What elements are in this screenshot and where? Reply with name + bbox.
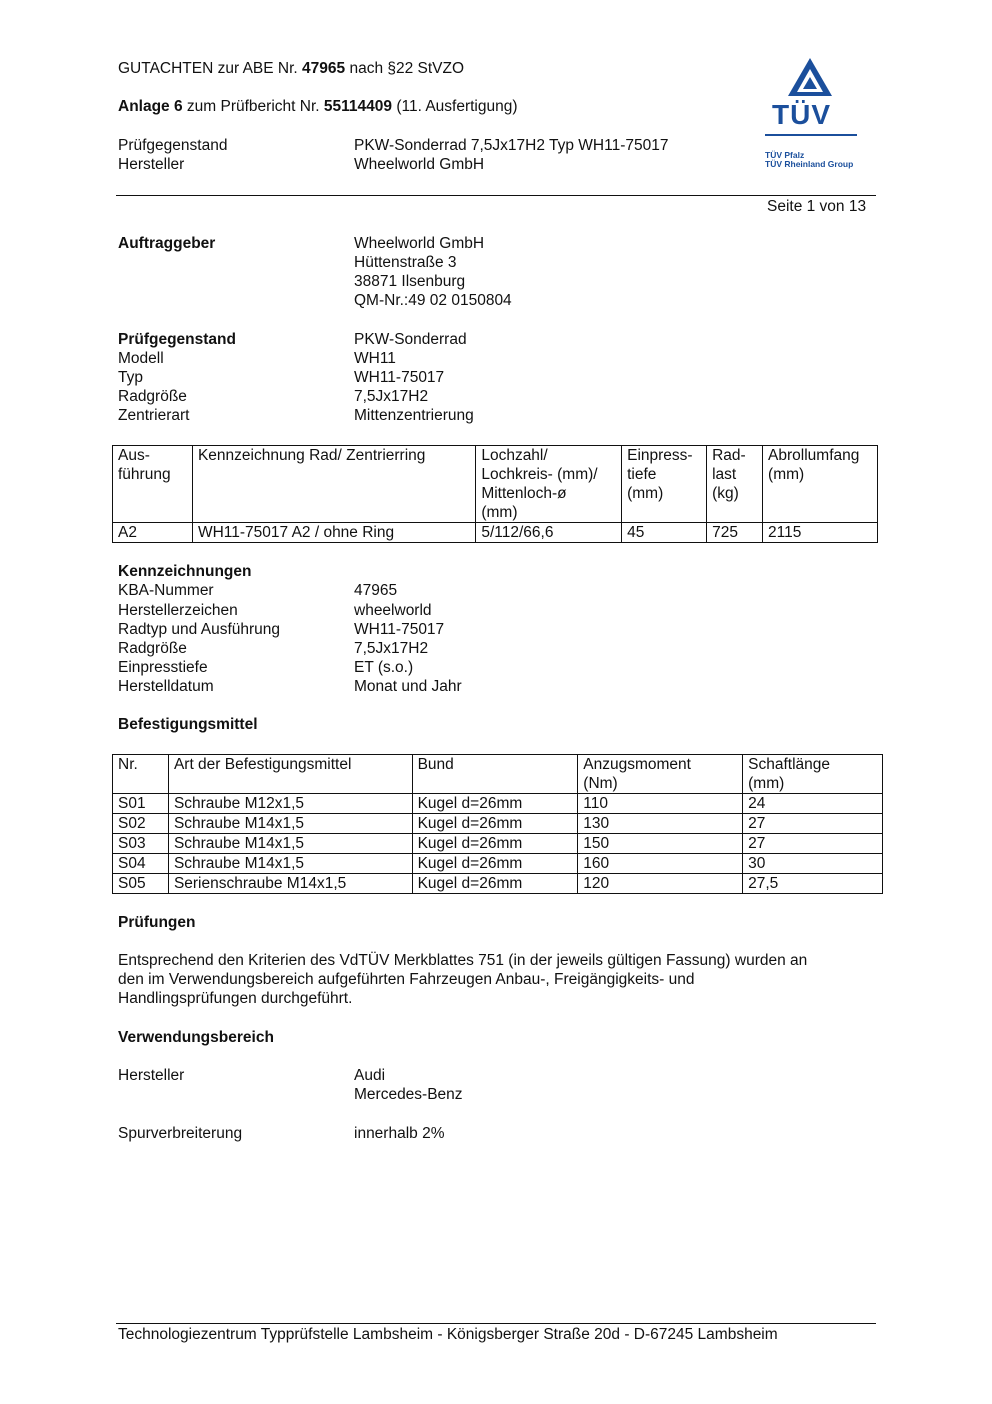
- spurverbreiterung-value: innerhalb 2%: [354, 1125, 445, 1142]
- table-cell: 27: [743, 814, 883, 834]
- header-hersteller-label: Hersteller: [118, 156, 185, 173]
- table-cell: 120: [578, 874, 743, 894]
- verwendung-hersteller-row: [118, 1066, 878, 1106]
- typ-row: [118, 368, 878, 387]
- tuev-logo: [762, 56, 862, 172]
- table-cell: 725: [707, 523, 763, 543]
- tuev-brand: TÜV: [772, 99, 831, 130]
- auftraggeber-block: [118, 234, 878, 314]
- table-cell: Schraube M12x1,5: [168, 794, 412, 814]
- kennzeichnung-row: [118, 639, 878, 658]
- table-cell: Kugel d=26mm: [412, 854, 578, 874]
- field-label: Radgröße: [118, 388, 187, 405]
- auftraggeber-name: Wheelworld GmbH: [354, 235, 485, 252]
- table-header-cell: Kennzeichnung Rad/ Zentrierring: [192, 446, 475, 523]
- field-value: ET (s.o.): [354, 659, 414, 676]
- field-label: Herstellerzeichen: [118, 602, 238, 619]
- field-label: Modell: [118, 350, 164, 367]
- table-cell: 27,5: [743, 874, 883, 894]
- abe-number: 47965: [302, 60, 346, 77]
- kennzeichnung-row: [118, 658, 878, 677]
- auftraggeber-street: Hüttenstraße 3: [354, 254, 457, 271]
- table-cell: 130: [578, 814, 743, 834]
- auftraggeber-label: Auftraggeber: [118, 235, 216, 252]
- table-row: [113, 854, 883, 874]
- table-header-cell: Lochzahl/ Lochkreis- (mm)/ Mittenloch-ø (mm): [476, 446, 622, 523]
- table-cell: Schraube M14x1,5: [168, 854, 412, 874]
- pruefgegenstand-label: Prüfgegenstand: [118, 331, 236, 348]
- table-header-cell: Rad- last (kg): [707, 446, 763, 523]
- header-divider: [116, 195, 876, 196]
- zentrierart-row: [118, 406, 878, 425]
- table-cell: 30: [743, 854, 883, 874]
- table-header-cell: Art der Befestigungsmittel: [168, 755, 412, 794]
- verwendung-hersteller-label: Hersteller: [118, 1067, 185, 1084]
- table-cell: S04: [113, 854, 169, 874]
- tuev-pfalz: TÜV Pfalz: [765, 150, 805, 160]
- tuev-rheinland: TÜV Rheinland Group: [765, 159, 854, 169]
- field-label: Radgröße: [118, 640, 187, 657]
- table-cell: Schraube M14x1,5: [168, 814, 412, 834]
- table-cell: 24: [743, 794, 883, 814]
- field-value: 47965: [354, 582, 398, 599]
- radgroesse-row: [118, 387, 878, 406]
- table-cell: Kugel d=26mm: [412, 814, 578, 834]
- table-cell: Kugel d=26mm: [412, 874, 578, 894]
- field-label: Einpresstiefe: [118, 659, 208, 676]
- header-hersteller-value: Wheelworld GmbH: [354, 156, 485, 173]
- paragraph-line: den im Verwendungsbereich aufgeführten Fahrzeugen Anbau-, Freigängigkeits- und: [118, 971, 695, 988]
- field-value: 7,5Jx17H2: [354, 388, 429, 405]
- kennzeichnung-row: [118, 620, 878, 639]
- table-cell: 2115: [763, 523, 878, 543]
- table-cell: 160: [578, 854, 743, 874]
- table-header-cell: Aus- führung: [113, 446, 193, 523]
- kennzeichnungen-title: Kennzeichnungen: [118, 563, 252, 580]
- table-row: [113, 814, 883, 834]
- table-row: [113, 523, 878, 543]
- field-label: Typ: [118, 369, 143, 386]
- footer-divider: [116, 1323, 876, 1324]
- table-cell: A2: [113, 523, 193, 543]
- header-title-suffix: nach §22 StVZO: [349, 60, 465, 77]
- auftraggeber-city: 38871 Ilsenburg: [354, 273, 466, 290]
- kennzeichnung-row: [118, 581, 878, 600]
- table-cell: S02: [113, 814, 169, 834]
- table-cell: 45: [622, 523, 707, 543]
- table-cell: Kugel d=26mm: [412, 794, 578, 814]
- table-cell: 5/112/66,6: [476, 523, 622, 543]
- auftraggeber-qm: QM-Nr.:49 02 0150804: [354, 292, 512, 309]
- table-cell: WH11-75017 A2 / ohne Ring: [192, 523, 475, 543]
- header-pruefgegenstand-value: PKW-Sonderrad 7,5Jx17H2 Typ WH11-75017: [354, 137, 669, 154]
- anlage-line: [118, 97, 518, 116]
- befestigung-title: Befestigungsmittel: [118, 716, 258, 733]
- paragraph-line: Handlingsprüfungen durchgeführt.: [118, 990, 353, 1007]
- header-title-prefix: GUTACHTEN zur ABE Nr.: [118, 60, 298, 77]
- spurverbreiterung-row: [118, 1124, 878, 1143]
- pruefgegenstand-value: PKW-Sonderrad: [354, 331, 467, 348]
- vehicle-manufacturer: Audi: [354, 1067, 386, 1084]
- field-label: Herstelldatum: [118, 678, 214, 695]
- paragraph-line: Entsprechend den Kriterien des VdTÜV Merkblattes 751 (in der jeweils gültigen Fassung) wurden an: [118, 952, 808, 969]
- pruefungen-paragraph: [118, 951, 878, 1008]
- vehicle-manufacturer: Mercedes-Benz: [354, 1086, 463, 1103]
- table-cell: S03: [113, 834, 169, 854]
- table-cell: S05: [113, 874, 169, 894]
- table-header-cell: Nr.: [113, 755, 169, 794]
- ausfertigung: (11. Ausfertigung): [396, 98, 518, 115]
- table-row: [113, 794, 883, 814]
- table-cell: 110: [578, 794, 743, 814]
- table-cell: Kugel d=26mm: [412, 834, 578, 854]
- table-header-row: [113, 446, 878, 523]
- befestigung-table: [112, 754, 883, 894]
- header-title: [118, 59, 464, 78]
- pruefgegenstand-row: [118, 330, 878, 349]
- field-label: Zentrierart: [118, 407, 190, 424]
- pruefungen-title: Prüfungen: [118, 914, 196, 931]
- table-cell: 27: [743, 834, 883, 854]
- field-value: WH11-75017: [354, 369, 445, 386]
- table-header-cell: Anzugsmoment (Nm): [578, 755, 743, 794]
- modell-row: [118, 349, 878, 368]
- anlage-label: Anlage 6: [118, 98, 183, 115]
- field-label: Radtyp und Ausführung: [118, 621, 281, 638]
- kennzeichnung-row: [118, 601, 878, 620]
- table-cell: 150: [578, 834, 743, 854]
- table-header-cell: Abrollumfang (mm): [763, 446, 878, 523]
- verwendungsbereich-title: Verwendungsbereich: [118, 1029, 274, 1046]
- table-header-cell: Einpress- tiefe (mm): [622, 446, 707, 523]
- spurverbreiterung-label: Spurverbreiterung: [118, 1125, 243, 1142]
- field-value: WH11: [354, 350, 396, 367]
- table-row: [113, 834, 883, 854]
- table-cell: Schraube M14x1,5: [168, 834, 412, 854]
- footer-address: Technologiezentrum Typprüfstelle Lambsheim - Königsberger Straße 20d - D-67245 Lambsheim: [118, 1326, 778, 1343]
- anlage-mid: zum Prüfbericht Nr.: [186, 98, 320, 115]
- field-value: Mittenzentrierung: [354, 407, 474, 424]
- field-label: KBA-Nummer: [118, 582, 214, 599]
- page-number: Seite 1 von 13: [767, 198, 867, 215]
- rad-table: [112, 445, 878, 543]
- table-header-cell: Bund: [412, 755, 578, 794]
- table-header-cell: Schaftlänge (mm): [743, 755, 883, 794]
- field-value: Monat und Jahr: [354, 678, 462, 695]
- table-header-row: [113, 755, 883, 794]
- field-value: 7,5Jx17H2: [354, 640, 429, 657]
- field-value: wheelworld: [354, 602, 432, 619]
- table-cell: Serienschraube M14x1,5: [168, 874, 412, 894]
- field-value: WH11-75017: [354, 621, 445, 638]
- kennzeichnung-row: [118, 677, 878, 696]
- header-pruefgegenstand-label: Prüfgegenstand: [118, 137, 228, 154]
- pruefbericht-number: 55114409: [323, 98, 392, 115]
- table-cell: S01: [113, 794, 169, 814]
- table-row: [113, 874, 883, 894]
